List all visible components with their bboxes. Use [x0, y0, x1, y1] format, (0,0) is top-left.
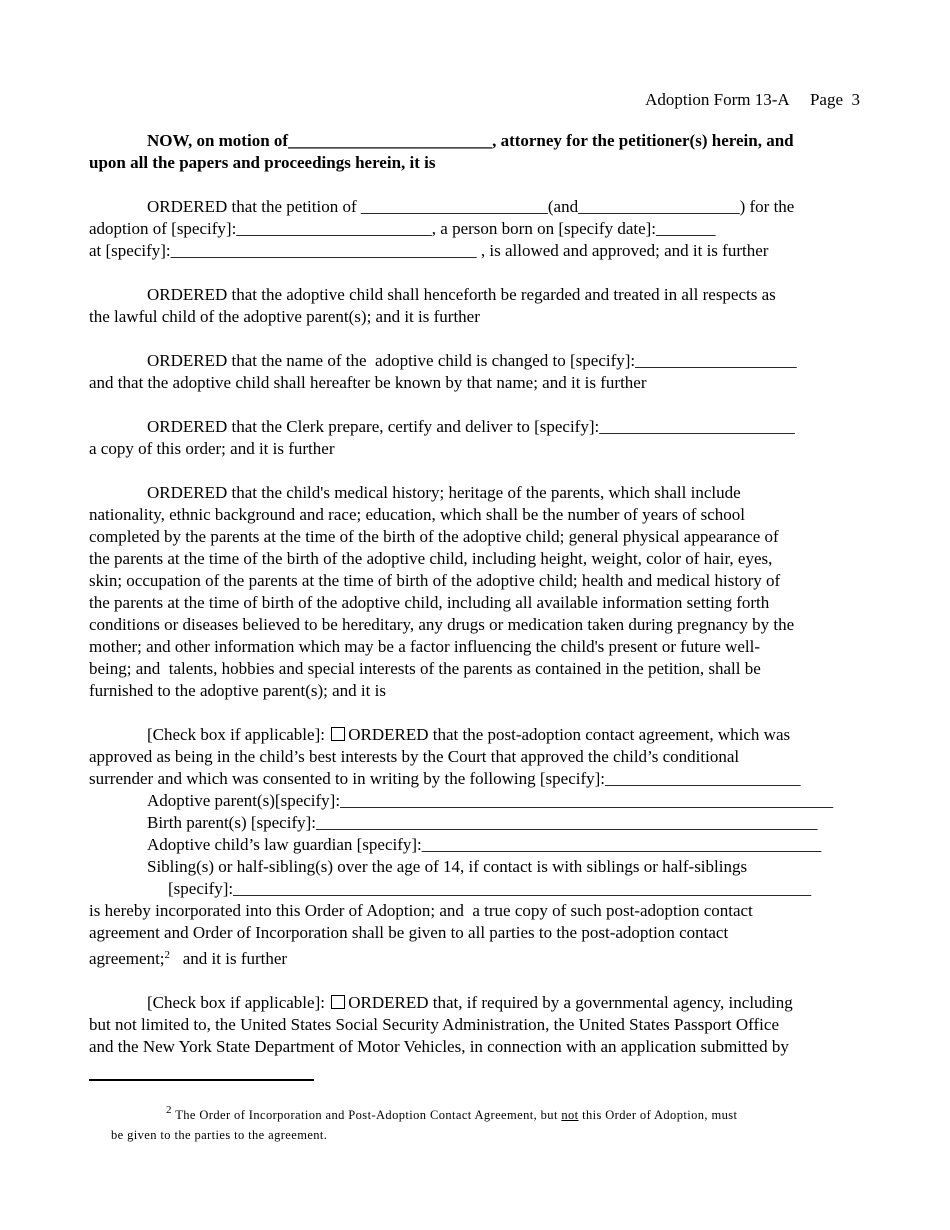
- siblings-field: [specify]:____________________________________________________________________: [168, 879, 812, 898]
- petition-line-2: adoption of [specify]:_______________________, a person born on [specify date]:_______: [89, 219, 716, 238]
- ordered-medical-paragraph: [89, 482, 861, 702]
- check-label: [Check box if applicable]:: [147, 725, 325, 744]
- ordered-contact-paragraph: [89, 724, 861, 970]
- clerk-line-1: ORDERED that the Clerk prepare, certify and deliver to [specify]:_______________________: [147, 417, 795, 436]
- medical-line: skin; occupation of the parents at the time of birth of the adoptive child; health and medical history of: [89, 571, 781, 590]
- footnote-line-1: [111, 1100, 851, 1125]
- contact-line-2: approved as being in the child’s best interests by the Court that approved the child’s conditional: [89, 747, 740, 766]
- footnote-divider: [89, 1079, 314, 1081]
- page-header: [645, 90, 860, 110]
- name-line-1: ORDERED that the name of the adoptive child is changed to [specify]:___________________: [147, 351, 797, 370]
- birth-parents-field: Birth parent(s) [specify]:___________________________________________________________: [147, 813, 818, 832]
- medical-line: nationality, ethnic background and race; education, which shall be the number of years of school: [89, 505, 746, 524]
- footnote-number: 2: [166, 1104, 172, 1116]
- contact-agreement-checkbox[interactable]: [331, 727, 345, 741]
- form-label: Adoption Form 13-A: [645, 90, 789, 109]
- motion-paragraph: [89, 130, 861, 174]
- siblings-line: Sibling(s) or half-sibling(s) over the age of 14, if contact is with siblings or half-siblings: [147, 857, 748, 876]
- medical-line: ORDERED that the child's medical history; heritage of the parents, which shall include: [147, 483, 741, 502]
- footnote-text-b: this Order of Adoption, must: [578, 1108, 738, 1122]
- medical-line: being; and talents, hobbies and special interests of the parents as contained in the petition, shall be: [89, 659, 761, 678]
- document-body: [89, 130, 861, 1058]
- incorporation-line-1: is hereby incorporated into this Order of Adoption; and a true copy of such post-adoption contact: [89, 901, 753, 920]
- footnote-text-a: The Order of Incorporation and Post-Adoption Contact Agreement, but: [171, 1108, 562, 1122]
- petition-line-3: at [specify]:____________________________________ , is allowed and approved; and it is further: [89, 241, 769, 260]
- footnote-reference[interactable]: 2: [164, 949, 171, 961]
- agency-line-2: but not limited to, the United States Social Security Administration, the United States Passport Office: [89, 1015, 779, 1034]
- medical-line: the parents at the time of birth of the adoptive child, including all available information setting forth: [89, 593, 770, 612]
- law-guardian-field: Adoptive child’s law guardian [specify]:_______________________________________________: [147, 835, 822, 854]
- footnote-line-2: be given to the parties to the agreement.: [111, 1128, 328, 1142]
- medical-line: furnished to the adoptive parent(s); and it is: [89, 681, 386, 700]
- motion-lead: NOW, on motion of: [147, 131, 289, 150]
- medical-line: mother; and other information which may be a factor influencing the child's present or future well-: [89, 637, 761, 656]
- regarded-line-2: the lawful child of the adoptive parent(s); and it is further: [89, 307, 480, 326]
- medical-line: completed by the parents at the time of the birth of the adoptive child; general physical appearance of: [89, 527, 779, 546]
- agency-line-1-text: ORDERED that, if required by a governmental agency, including: [348, 993, 793, 1012]
- check-label: [Check box if applicable]:: [147, 993, 325, 1012]
- petition-line-1: ORDERED that the petition of ______________________(and___________________) for the: [147, 197, 795, 216]
- name-line-2: and that the adoptive child shall hereafter be known by that name; and it is further: [89, 373, 647, 392]
- attorney-blank: ________________________: [288, 131, 493, 150]
- footnote: [111, 1100, 851, 1145]
- agency-line-3: and the New York State Department of Motor Vehicles, in connection with an application submitted by: [89, 1037, 789, 1056]
- ordered-regarded-paragraph: [89, 284, 861, 328]
- motion-text-1: , attorney for the petitioner(s) herein, and: [492, 131, 794, 150]
- contact-line-3: surrender and which was consented to in writing by the following [specify]:_______________________: [89, 769, 801, 788]
- incorporation-line-3: [89, 944, 861, 970]
- clerk-line-2: a copy of this order; and it is further: [89, 439, 335, 458]
- footnote-not: not: [561, 1108, 579, 1122]
- incorporation-text: agreement;: [89, 949, 165, 968]
- ordered-clerk-paragraph: [89, 416, 861, 460]
- motion-text-2: upon all the papers and proceedings herein, it is: [89, 153, 436, 172]
- incorporation-line-2: agreement and Order of Incorporation shall be given to all parties to the post-adoption contact: [89, 923, 729, 942]
- ordered-name-paragraph: [89, 350, 861, 394]
- contact-line-1: [89, 724, 861, 746]
- incorporation-text-end: and it is further: [170, 949, 288, 968]
- agency-checkbox[interactable]: [331, 995, 345, 1009]
- medical-line: conditions or diseases believed to be hereditary, any drugs or medication taken during pregnancy by the: [89, 615, 795, 634]
- ordered-petition-paragraph: [89, 196, 861, 262]
- contact-line-1-text: ORDERED that the post-adoption contact agreement, which was: [348, 725, 791, 744]
- ordered-agency-paragraph: [89, 992, 861, 1058]
- adoptive-parents-field: Adoptive parent(s)[specify]:__________________________________________________________: [147, 791, 834, 810]
- regarded-line-1: ORDERED that the adoptive child shall henceforth be regarded and treated in all respects as: [147, 285, 776, 304]
- agency-line-1: [89, 992, 861, 1014]
- page-number: 3: [851, 90, 860, 109]
- medical-line: the parents at the time of the birth of the adoptive child, including height, weight, color of hair, eyes,: [89, 549, 773, 568]
- page-label: Page: [809, 90, 843, 109]
